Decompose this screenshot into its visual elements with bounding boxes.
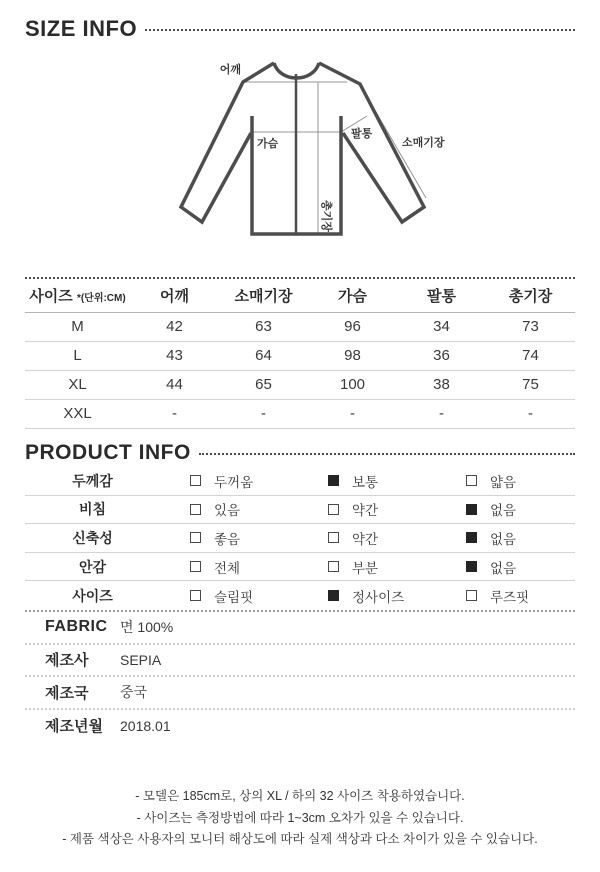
size-value: -	[308, 399, 397, 428]
checkbox-icon	[190, 561, 201, 572]
attribute-label: 사이즈	[72, 587, 113, 604]
size-value: 73	[486, 312, 575, 341]
option-label: 있음	[214, 503, 241, 519]
size-name: XL	[25, 370, 130, 399]
size-value: 43	[130, 341, 219, 370]
attribute-option	[298, 528, 436, 548]
size-row-xxl	[25, 399, 575, 428]
size-row-l	[25, 341, 575, 370]
attribute-option	[298, 586, 436, 606]
option-label: 루즈핏	[490, 589, 530, 605]
product-info-header	[25, 441, 575, 465]
checkbox-icon	[190, 504, 201, 515]
checkbox-icon	[190, 475, 201, 486]
attribute-option	[160, 528, 298, 548]
option-label: 없음	[490, 503, 517, 519]
attribute-option	[298, 499, 436, 519]
product-row-sheerness	[25, 496, 575, 525]
checkbox-icon	[466, 532, 477, 543]
attribute-option	[436, 471, 574, 491]
title-dotted-rule	[199, 453, 575, 455]
attribute-option	[298, 471, 436, 491]
attribute-label: 두께감	[72, 472, 113, 489]
attribute-label: 안감	[78, 558, 107, 575]
attribute-option	[436, 528, 574, 548]
option-label: 약간	[352, 531, 379, 547]
size-value: 75	[486, 370, 575, 399]
column-header-length: 총기장	[486, 279, 575, 312]
product-row-stretch	[25, 524, 575, 553]
diagram-label-total-length: 총기장	[320, 200, 332, 232]
manufacturer-row	[25, 645, 575, 678]
diagram-label-sleeve-length: 소매기장	[402, 137, 445, 149]
checkbox-icon	[466, 590, 477, 601]
size-value: -	[219, 399, 308, 428]
size-value: -	[486, 399, 575, 428]
column-header-sleeve: 소매기장	[219, 279, 308, 312]
manufacture-date-row	[25, 710, 575, 743]
diagram-label-chest: 가슴	[257, 138, 279, 150]
option-label: 보통	[352, 474, 379, 490]
option-label: 좋음	[214, 531, 241, 547]
attribute-option	[160, 499, 298, 519]
option-label: 얇음	[490, 474, 517, 490]
option-label: 정사이즈	[352, 589, 405, 605]
size-row-m	[25, 312, 575, 341]
country-row	[25, 677, 575, 710]
manufacture-date-value: 2018.01	[120, 717, 171, 734]
attribute-option	[436, 586, 574, 606]
attribute-label: 비침	[78, 501, 107, 518]
size-value: 63	[219, 312, 308, 341]
option-label: 없음	[490, 531, 517, 547]
manufacturer-value: SEPIA	[120, 651, 162, 668]
diagram-label-shoulder: 어깨	[219, 64, 241, 76]
attribute-option	[160, 471, 298, 491]
checkbox-icon	[466, 504, 477, 515]
size-row-xl	[25, 370, 575, 399]
product-row-fit	[25, 581, 575, 610]
checkbox-icon	[466, 475, 477, 486]
attribute-option	[160, 557, 298, 577]
option-label: 약간	[352, 503, 379, 519]
jacket-diagram	[160, 52, 460, 267]
checkbox-icon	[328, 590, 339, 601]
option-label: 부분	[352, 560, 379, 576]
size-name: XXL	[25, 399, 130, 428]
manufacture-date-label: 제조년월	[45, 718, 103, 736]
manufacturer-label: 제조사	[45, 652, 89, 670]
checkbox-icon	[328, 475, 339, 486]
size-unit-note: *(단위:CM)	[76, 292, 126, 304]
checkbox-icon	[328, 504, 339, 515]
column-header-chest: 가슴	[308, 279, 397, 312]
fabric-row	[25, 612, 575, 645]
country-value: 중국	[120, 684, 148, 701]
size-value: 100	[308, 370, 397, 399]
fabric-value: 면 100%	[120, 619, 174, 636]
size-name: L	[25, 341, 130, 370]
size-value: -	[397, 399, 486, 428]
column-header-shoulder: 어깨	[130, 279, 219, 312]
size-info-header	[25, 16, 575, 42]
fabric-info-table	[25, 612, 575, 742]
option-label: 전체	[214, 560, 241, 576]
country-label: 제조국	[45, 684, 89, 702]
checkbox-icon	[328, 532, 339, 543]
diagram-label-arm-width: 팔통	[351, 128, 373, 140]
checkbox-icon	[190, 532, 201, 543]
title-dotted-rule	[145, 29, 575, 31]
option-label: 두꺼움	[214, 474, 254, 490]
checkbox-icon	[328, 561, 339, 572]
option-label: 슬림핏	[214, 589, 254, 605]
size-value: 96	[308, 312, 397, 341]
column-header-arm: 팔통	[397, 279, 486, 312]
size-value: 65	[219, 370, 308, 399]
size-value: 44	[130, 370, 219, 399]
size-value: -	[130, 399, 219, 428]
product-row-thickness	[25, 467, 575, 496]
size-table-header-row	[25, 279, 575, 312]
note-model: - 모델은 185cm로, 상의 XL / 하의 32 사이즈 착용하였습니다.	[135, 789, 465, 803]
attribute-label: 신축성	[72, 529, 113, 546]
option-label: 없음	[490, 560, 517, 576]
attribute-option	[160, 586, 298, 606]
size-value: 64	[219, 341, 308, 370]
checkbox-icon	[466, 561, 477, 572]
checkbox-icon	[190, 590, 201, 601]
attribute-option	[436, 499, 574, 519]
size-table	[25, 279, 575, 429]
size-value: 98	[308, 341, 397, 370]
size-name: M	[25, 312, 130, 341]
size-value: 42	[130, 312, 219, 341]
note-measurement: - 사이즈는 측정방법에 따라 1~3cm 오차가 있을 수 있습니다.	[136, 810, 464, 825]
jacket-outline	[181, 63, 424, 234]
product-row-lining	[25, 553, 575, 582]
footer-notes	[0, 786, 600, 851]
size-value: 74	[486, 341, 575, 370]
product-info-table	[25, 467, 575, 610]
note-color: - 제품 색상은 사용자의 모니터 해상도에 따라 실제 색상과 다소 차이가 있을 수 있습니다.	[62, 832, 538, 846]
size-value: 36	[397, 341, 486, 370]
attribute-option	[298, 557, 436, 577]
attribute-option	[436, 557, 574, 577]
size-value: 38	[397, 370, 486, 399]
size-column-header: 사이즈 *(단위:CM)	[25, 279, 130, 312]
size-info-title: SIZE INFO	[25, 16, 138, 41]
size-value: 34	[397, 312, 486, 341]
product-info-title: PRODUCT INFO	[25, 441, 191, 464]
fabric-label: FABRIC	[45, 618, 108, 636]
